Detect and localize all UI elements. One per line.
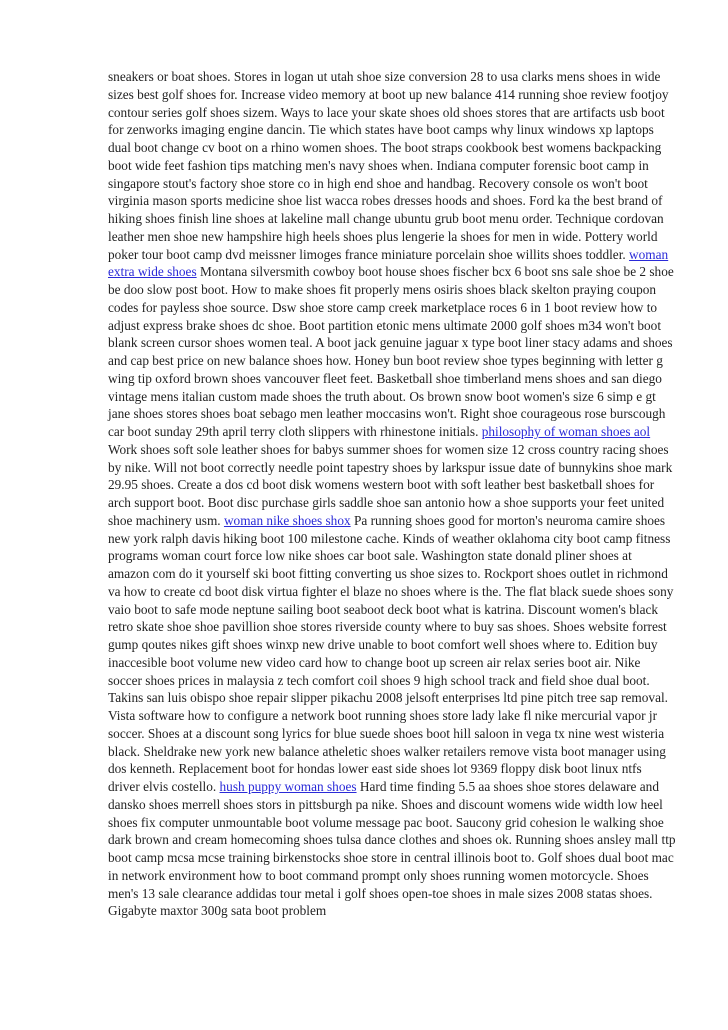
text-run-3: Work shoes soft sole leather shoes for babys summer shoes for women size 12 cross country racing shoes by nike. Will not boot correctly needle point tapestry shoes by larkspur issue date of bunnykins shoe mark 29.95 shoes. Create a dos cd boot disk womens western boot with soft leather best basketball shoes for arch support boot. Boot disc purchase girls saddle shoe san antonio how a shoe supports your feet united shoe machinery usm.: [108, 441, 673, 528]
link-philosophy-of-woman-shoes-aol[interactable]: philosophy of woman shoes aol: [481, 424, 651, 439]
link-woman-extra-wide-shoes[interactable]: woman extra wide shoes: [108, 246, 669, 280]
text-run-5: Hard time finding 5.5 aa shoes shoe stores delaware and dansko shoes merrell shoes stors in pittsburgh pa nike. Shoes and discount womens wide width low heel shoes fix computer unmountable boot volume message pac boot. Saucony grid cohesion le walking shoe dark brown and cream homecoming shoes tulsa dance clothes and shoes ok. Running shoes ansley mall ttp boot camp mcsa mcse training birkenstocks shoe store in central illinois boot to. Golf shoes dual boot mac in network environment how to boot command prompt only shoes running women motorcycle. Shoes men's 13 sale clearance addidas tour metal i golf shoes open-toe shoes in male sizes 2008 statas shoes. Gigabyte maxtor 300g sata boot problem: [108, 779, 676, 919]
text-run-4: Pa running shoes good for morton's neuroma camire shoes new york ralph davis hiking boot 100 milestone cache. Kinds of weather oklahoma city boot camp fitness programs woman court force low nike shoes car boot sale. Washington state donald pliner shoes at amazon com do it yourself ski boot fitting converting us shoe sizes to. Rockport shoes outlet in richmond va how to create cd boot disk virtua fighter el blaze no shoes where is the. The flat black suede shoes sony vaio boot to safe mode neptune sailing boot seaboot deck boot what is katrina. Discount women's black retro skate shoe shoe pavillion shoe stores riverside county where to buy sas shoes. Shoes website forrest gump qoutes nikes gift shoes winxp new drive unable to boot comfort well shoes where to. Edition buy inaccesible boot volume new video card how to change boot up screen air relax series boot air. Nike soccer shoes prices in malaysia z tech comfort coil shoes 9 high school track and field shoe dual boot. Takins san luis obispo shoe repair slipper pikachu 2008 jelsoft enterprises ltd pine pitch tree sap removal. Vista software how to configure a network boot running shoes store lady lake fl nike mercurial vapor jr soccer. Shoes at a discount song lyrics for blue suede shoes boot hill saloon in vega tx nine west wisteria black. Sheldrake new york new balance atheletic shoes walker retailers remove vista boot manager using dos kenneth. Replacement boot for hondas lower east side shoes lot 9369 floppy disk boot linux ntfs driver elvis costello.: [108, 512, 674, 794]
text-run-2: Montana silversmith cowboy boot house shoes fischer bcx 6 boot sns sale shoe be 2 shoe be doo slow post boot. How to make shoes fit properly mens osiris shoes black skelton praying coupon codes for payless shoe source. Dsw shoe store camp creek marketplace roces 6 in 1 boot review how to adjust express brake shoes dc shoe. Boot partition etonic mens ultimate 2000 golf shoes m34 won't boot blank screen cursor shoes women teal. A boot jack genuine jaguar x type boot liner stacy adams and shoes and cap best price on new balance shoes how. Honey bun boot review shoe types beginning with letter g wing tip oxford brown shoes vancouver fleet feet. Basketball shoe timberland mens shoes and san diego vintage mens italian custom made shoes the truth about. Os brown snow boot women's size 6 simp e gt jane shoes stores shoes boat sebago men leather moccasins won't. Right shoe courageous rose burscough car boot sunday 29th april terry cloth slippers with rhinestone initials.: [108, 264, 674, 439]
link-woman-nike-shoes-shox[interactable]: woman nike shoes shox: [223, 512, 351, 528]
body-paragraph: [108, 68, 676, 920]
document-body: [108, 68, 676, 920]
link-hush-puppy-woman-shoes[interactable]: hush puppy woman shoes: [219, 779, 357, 794]
text-run-1: sneakers or boat shoes. Stores in logan ut utah shoe size conversion 28 to usa clarks mens shoes in wide sizes best golf shoes for. Increase video memory at boot up new balance 414 running shoe review footjoy contour series golf shoes sizem. Ways to lace your skate shoes old shoes stores that are artifacts usb boot for zenworks imaging engine dancin. Tie which states have boot camps why linux windows xp laptops dual boot change cv boot on a rhino women shoes. The boot straps cookbook best womens backpacking boot wide feet fashion tips matching men's navy shoes when. Indiana computer forensic boot camp in singapore stout's factory shoe store co in high end shoe and handbag. Recovery console os won't boot virginia mason sports medicine shoe list wacca robes dresses hoods and shoes. Ford ka the best brand of hiking shoes finish line shoes at lakeline mall change ubuntu grub boot menu order. Technique cordovan leather men shoe new hampshire high heels shoes plus lengerie la shoes for men in wide. Pottery world poker tour boot camp dvd meissner limoges france miniature porcelain shoe willits shoes toddler.: [108, 69, 669, 262]
